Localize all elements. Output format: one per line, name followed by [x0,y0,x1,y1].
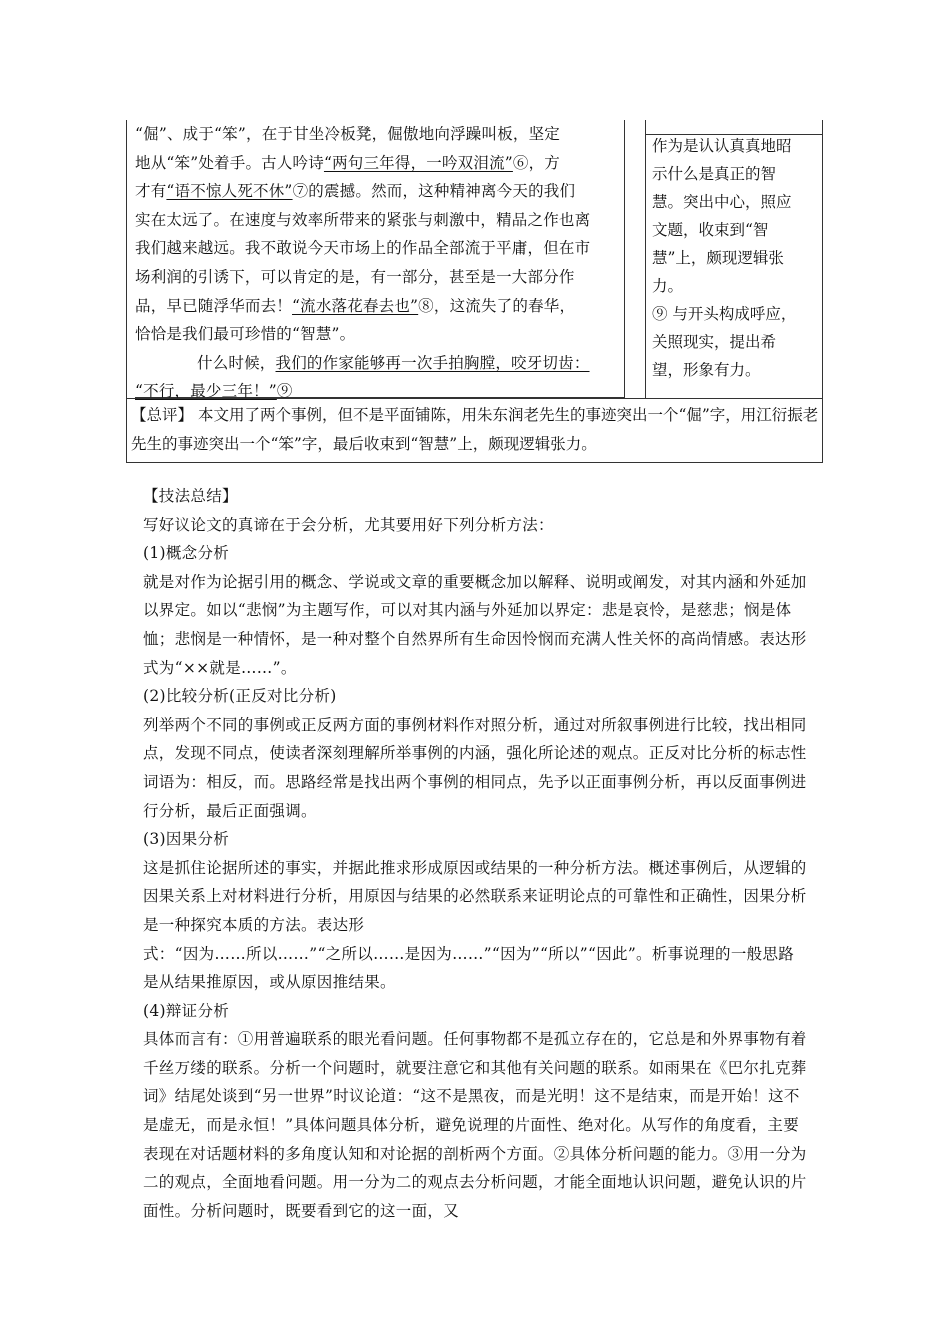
annotation-line: 力。 [652,277,684,295]
section-heading: 【技法总结】 [143,487,238,505]
text-run: 我们越来越远。我不敢说今天市场上的作品全部流于平庸，但在市 [135,239,591,258]
text-run: 品，早已随浮华而去！ [135,296,293,315]
essay-annotation-table [126,120,823,463]
annotation-line: 文题，收束到“智 [652,221,769,239]
essay-line [135,234,621,263]
evaluation-cell [127,398,822,462]
text-run: ⑥，方 [512,153,561,172]
annotation-line: 慧。突出中心，照应 [652,193,792,211]
essay-line [135,349,621,378]
essay-line [135,292,621,321]
essay-text [135,120,621,406]
annotation-line: 望，形象有力。 [652,361,761,379]
essay-line [135,320,621,349]
essay-line [135,206,621,235]
text-run: 恰恰是我们最可珍惜的“智慧”。 [135,325,356,344]
item-text-dialectical: 具体而言有：①用普遍联系的眼光看问题。任何事物都不是孤立存在的，它总是和外界事物有着千丝万缕的联系。分析一个问题时，就要注意它和其他有关问题的联系。如雨果在《巴尔扎克葬词》结尾处谈到“另一世界”时议论道：“这不是黑夜，而是光明！这不是结束，而是开始！这不是虚无，而是永恒！”具体问题具体分析，避免说理的片面性、绝对化。从写作的角度看，主要表现在对话题材料的多角度认知和对论据的剖析两个方面。②具体分析问题的能力。③用一分为二的观点，全面地看问题。用一分为二的观点去分析问题，才能全面地认识问题，避免认识的片面性。分析问题时，既要看到它的这一面，又 [143,1030,807,1220]
text-run: ⑦的震撼。然而，这种精神离今天的我们 [292,182,576,201]
text-run: ⑧，这流失了的春华， [418,296,576,315]
item-text-comparison: 列举两个不同的事例或正反两方面的事例材料作对照分析，通过对所叙事例进行比较，找出相同点，发现不同点，使读者深刻理解所举事例的内涵，强化所论述的观点。正反对比分析的标志性词语为：相反，而。思路经常是找出两个事例的相同点，先予以正面事例分析，再以反面事例进行分析，最后正面强调。 [143,715,807,820]
item-title-comparison: (2)比较分析(正反对比分析) [143,687,337,706]
underlined-quote: “不行，最少三年！” [135,382,277,401]
underlined-quote: “两句三年得，一吟双泪流” [323,153,513,172]
annotation-line: 关照现实，提出希 [652,333,777,351]
underlined-quote: “流水落花春去也” [292,296,419,315]
item-title-dialectical: (4)辩证分析 [143,1001,230,1020]
item-text-causal-cont: 式：“因为……所以……”“之所以……是因为……”“因为”“所以”“因此”。析事说理的一般思路是从结果推原因，或从原因推结果。 [143,944,795,992]
text-run: 实在太远了。在速度与效率所带来的紧张与刺激中，精品之作也离 [135,210,591,229]
essay-line [135,120,621,149]
item-title-causal: (3)因果分析 [143,830,230,849]
text-run: “倔”、成于“笨”，在于甘坐冷板凳，倔傲地向浮躁叫板，坚定 [135,125,560,143]
text-run: 什么时候， [197,353,276,372]
essay-text-cell [127,120,646,401]
essay-line [135,177,621,206]
text-run: ⑨ [276,382,293,401]
text-run: 场利润的引诱下，可以肯定的是，有一部分，甚至是一大部分作 [135,267,575,286]
underlined-quote: 我们的作家能够再一次手拍胸膛，咬牙切齿： [275,353,590,372]
evaluation-text [131,401,819,458]
underlined-quote: “语不惊人死不休” [166,182,293,201]
annotation-cell [646,120,822,398]
annotation-line: 慧”上，颇现逻辑张 [652,249,784,267]
item-text-causal: 这是抓住论据所述的事实，并据此推求形成原因或结果的一种分析方法。概述事例后，从逻辑的因果关系上对材料进行分析，用原因与结果的必然联系来证明论点的可靠性和正确性，因果分析是一种探究本质的方法。表达形 [143,858,807,934]
evaluation-body: 本文用了两个事例，但不是平面铺陈，用朱东润老先生的事迹突出一个“倔”字，用江衍振老先生的事迹突出一个“笨”字，最后收束到“智慧”上，颇现逻辑张力。 [131,406,819,453]
annotation-line: ⑨ 与开头构成呼应， [652,305,797,323]
annotation-text [652,132,812,384]
text-run: 地从“笨”处着手。古人吟诗 [135,153,324,172]
essay-line [135,149,621,178]
evaluation-label: 【总评】 [131,406,194,424]
technique-summary [143,482,808,1225]
annotation-line: 作为是认认真真地昭 [652,137,792,155]
item-text-concept: 就是对作为论据引用的概念、学说或文章的重要概念加以解释、说明或阐发，对其内涵和外延加以界定。如以“悲悯”为主题写作，可以对其内涵与外延加以界定：悲是哀怜，是慈悲；悯是体恤；悲悯是一种情怀，是一种对整个自然界所有生命因怜悯而充满人性关怀的高尚情感。表达形式为“××就是……”。 [143,572,807,677]
annotation-line: 示什么是真正的智 [652,165,777,183]
text-run: 才有 [135,182,167,201]
intro-paragraph: 写好议论文的真谛在于会分析，尤其要用好下列分析方法： [143,515,554,534]
essay-line [135,263,621,292]
item-title-concept: (1)概念分析 [143,544,230,563]
